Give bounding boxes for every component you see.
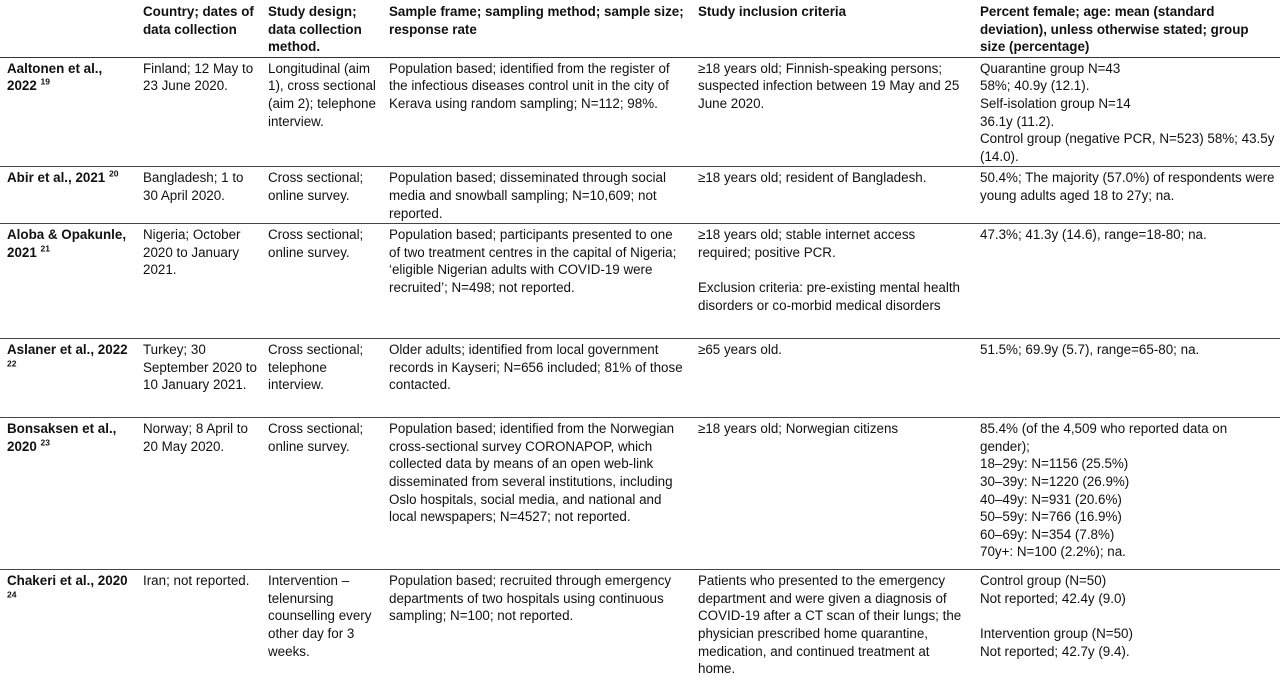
demographics-line: 85.4% (of the 4,509 who reported data on gender); [980,421,1228,454]
study-cell [0,224,136,339]
country-cell: Nigeria; October 2020 to January 2021. [143,227,241,278]
header-demographics: Percent female; age: mean (standard deviation), unless otherwise stated; group size (percentage) [973,0,1280,57]
demographics-line: 30–39y: N=1220 (26.9%) [980,473,1130,489]
study-cell [0,339,136,418]
demographics-line: 60–69y: N=354 (7.8%) [980,526,1115,542]
demographics-line: Control group (negative PCR, N=523) 58%; 43.5y (14.0). [980,131,1275,164]
demographics-line: Self-isolation group N=14 [980,95,1131,111]
inclusion-text: ≥18 years old; Finnish-speaking persons; suspected infection between 19 May and 25 June 2020. [698,60,960,111]
study-cell [0,167,136,224]
table-row [0,167,1280,224]
demographics-cell [973,418,1280,570]
inclusion-text: ≥65 years old. [698,342,783,358]
demographics-line: Not reported; 42.4y (9.0) [980,590,1126,606]
sample-cell: Population based; recruited through emergency departments of two hospitals using continuous sampling; N=100; not reported. [389,573,672,624]
demographics-line: Not reported; 42.7y (9.4). [980,643,1130,659]
demographics-line: 50.4%; The majority (57.0%) of respondents were young adults aged 18 to 27y; na. [980,170,1275,203]
exclusion-text: Exclusion criteria: pre-existing mental health disorders or co-morbid medical disorders [698,279,960,313]
inclusion-cell [691,57,973,167]
study-cell [0,57,136,167]
study-name: Bonsaksen et al., 2020 [7,421,117,454]
design-cell: Cross sectional; online survey. [268,421,364,454]
header-inclusion: Study inclusion criteria [691,0,973,57]
demographics-line: Intervention group (N=50) [980,625,1133,641]
demographics-line: 70y+: N=100 (2.2%); na. [980,544,1126,560]
demographics-line: 58%; 40.9y (12.1). [980,78,1090,94]
table-row [0,570,1280,686]
design-cell: Longitudinal (aim 1), cross sectional (aim 2); telephone interview. [268,60,376,129]
demographics-line: 36.1y (11.2). [980,113,1055,129]
demographics-line: 50–59y: N=766 (16.9%) [980,509,1122,525]
demographics-cell [973,167,1280,224]
design-cell: Cross sectional; telephone interview. [268,342,364,393]
table-row [0,339,1280,418]
study-name: Aaltonen et al., 2022 [7,60,103,94]
study-ref: 24 [7,589,17,600]
demographics-line: 51.5%; 69.9y (5.7), range=65-80; na. [980,342,1200,358]
design-cell: Cross sectional; online survey. [268,227,364,260]
demographics-line: 40–49y: N=931 (20.6%) [980,491,1122,507]
demographics-cell [973,339,1280,418]
demographics-line: 18–29y: N=1156 (25.5%) [980,456,1129,472]
demographics-line: 47.3%; 41.3y (14.6), range=18-80; na. [980,227,1207,243]
header-study [0,0,136,57]
header-country: Country; dates of data collection [136,0,261,57]
sample-cell: Population based; participants presented to one of two treatment centres in the capital of Nigeria; ‘eligible Nigerian adults with COVID-19 were recruited’; N=498; not reported. [389,227,677,295]
study-ref: 19 [40,76,50,87]
study-name: Chakeri et al., 2020 [7,573,128,589]
inclusion-cell [691,570,973,686]
header-sample: Sample frame; sampling method; sample size; response rate [382,0,691,57]
design-cell: Intervention – telenursing counselling every other day for 3 weeks. [268,573,372,659]
header-row [0,0,1280,57]
header-design: Study design; data collection method. [261,0,382,57]
demographics-line: Quarantine group N=43 [980,60,1121,76]
sample-cell: Population based; identified from the register of the infectious diseases control unit in the city of Kerava using random sampling; N=112; 98%. [389,60,670,111]
inclusion-cell [691,339,973,418]
study-name: Abir et al., 2021 [7,170,106,186]
study-ref: 23 [40,437,50,448]
inclusion-text: ≥18 years old; Norwegian citizens [698,421,899,437]
table-row [0,224,1280,339]
study-cell [0,570,136,686]
sample-cell: Population based; identified from the Norwegian cross-sectional survey CORONAPOP, which collected data by means of an open web-link disseminated from several institutions, including Oslo hospitals, social media, and national and local newspapers; N=4527; not reported. [389,421,675,525]
inclusion-cell [691,418,973,570]
inclusion-cell [691,167,973,224]
design-cell: Cross sectional; online survey. [268,170,364,203]
inclusion-cell [691,224,973,339]
demographics-line: Control group (N=50) [980,573,1107,589]
study-cell [0,418,136,570]
study-name: Aslaner et al., 2022 [7,342,128,358]
inclusion-text: ≥18 years old; resident of Bangladesh. [698,170,927,186]
table-row [0,418,1280,570]
country-cell: Norway; 8 April to 20 May 2020. [143,421,248,454]
inclusion-text: Patients who presented to the emergency department and were given a diagnosis of COVID-19 after a CT scan of their lungs; the physician prescribed home quarantine, medication, and continued treatment at home. [698,573,962,677]
demographics-cell [973,570,1280,686]
country-cell: Turkey; 30 September 2020 to 10 January 2021. [143,342,257,393]
study-ref: 20 [108,168,119,179]
country-cell: Bangladesh; 1 to 30 April 2020. [143,170,244,203]
sample-cell: Population based; disseminated through social media and snowball sampling; N=10,609; not reported. [389,170,666,221]
table-row [0,57,1280,167]
study-ref: 22 [7,358,17,369]
demographics-cell [973,224,1280,339]
country-cell: Iran; not reported. [143,573,250,589]
demographics-cell [973,57,1280,167]
country-cell: Finland; 12 May to 23 June 2020. [143,60,254,94]
sample-cell: Older adults; identified from local government records in Kayseri; N=656 included; 81% of those contacted. [389,342,683,393]
study-name: Aloba & Opakunle, 2021 [7,227,127,260]
inclusion-text: ≥18 years old; stable internet access required; positive PCR. [698,227,916,260]
study-ref: 21 [40,243,50,254]
